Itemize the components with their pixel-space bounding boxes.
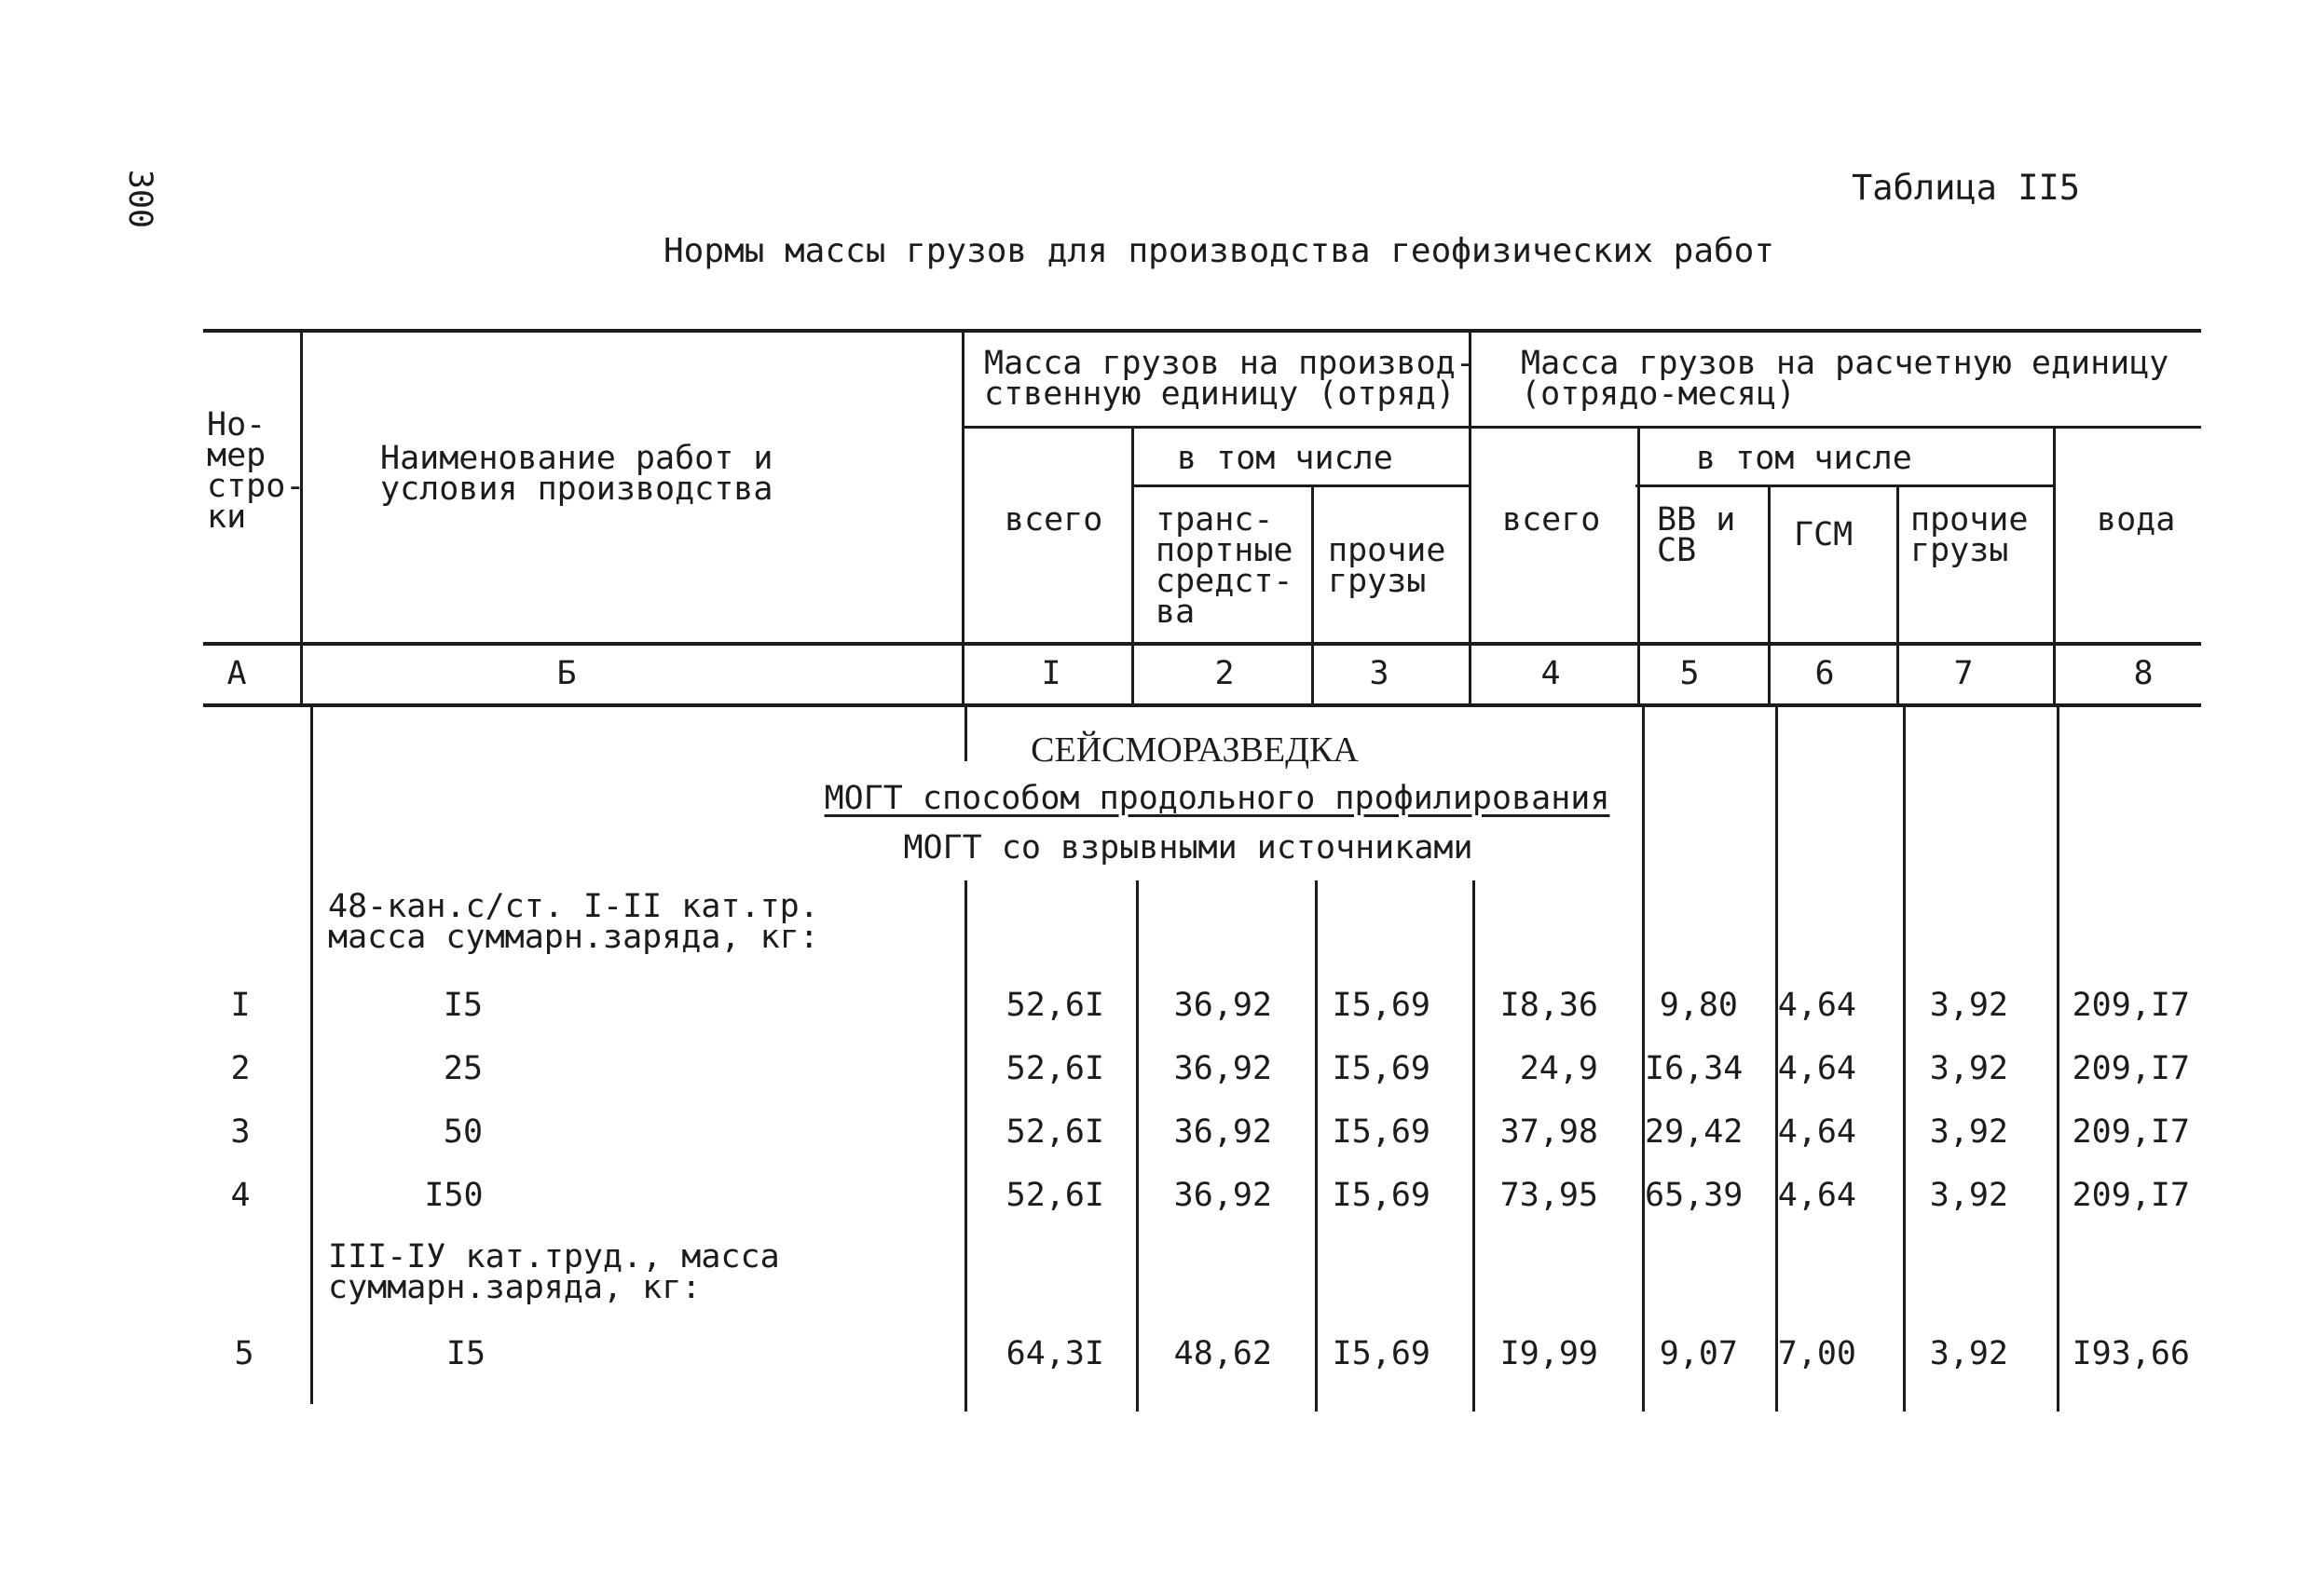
- row-charge-mass: I5: [443, 987, 484, 1024]
- col-index-a: А: [226, 655, 247, 692]
- row-charge-mass: 25: [443, 1050, 484, 1087]
- header-other-1: прочие грузы: [1328, 532, 1446, 600]
- cell-water: I93,66: [2072, 1335, 2190, 1372]
- cell-other-2: 3,92: [1929, 1050, 2008, 1087]
- cell-total-1: 52,6I: [1006, 1113, 1104, 1151]
- row-charge-mass: 50: [443, 1113, 484, 1151]
- header-group-rule: [964, 426, 2201, 429]
- row-number: 4: [230, 1177, 251, 1214]
- table-label: Таблица II5: [1852, 168, 2081, 208]
- header-transport: транс- портные средст- ва: [1156, 501, 1293, 631]
- col-divider-6: [1896, 486, 1899, 703]
- cell-other-2: 3,92: [1929, 987, 2008, 1024]
- header-incl-1: в том числе: [1177, 440, 1393, 477]
- cell-explosives: 9,80: [1659, 987, 1738, 1024]
- col-index-4: 4: [1540, 655, 1561, 692]
- col-index-8: 8: [2133, 655, 2154, 692]
- cell-total-1: 64,3I: [1006, 1335, 1104, 1372]
- header-other-2: прочие грузы: [1910, 501, 2029, 569]
- col-divider-5: [1768, 486, 1771, 703]
- header-row-number: Но- мер стро- ки: [207, 406, 306, 536]
- body-divider-1: [1136, 880, 1139, 1412]
- cell-other-1: I5,69: [1332, 987, 1430, 1024]
- cell-other-1: I5,69: [1332, 1050, 1430, 1087]
- cell-fuel: 4,64: [1777, 1050, 1856, 1087]
- cell-transport: 36,92: [1173, 1177, 1272, 1214]
- cell-total-2: 73,95: [1499, 1177, 1598, 1214]
- row-charge-mass: I5: [445, 1335, 486, 1372]
- cell-total-2: 37,98: [1499, 1113, 1598, 1151]
- cell-explosives: 9,07: [1659, 1335, 1738, 1372]
- cell-water: 209,I7: [2072, 987, 2190, 1024]
- cell-explosives: 29,42: [1645, 1113, 1744, 1151]
- body-divider-a: [310, 705, 313, 1404]
- cell-total-2: 24,9: [1519, 1050, 1598, 1087]
- cell-fuel: 4,64: [1777, 1177, 1856, 1214]
- cell-other-2: 3,92: [1929, 1113, 2008, 1151]
- subheader-rule-2: [1635, 484, 2056, 487]
- header-total-2: всего: [1502, 501, 1601, 539]
- section-subtitle: МОГТ способом продольного профилирования: [824, 780, 1610, 817]
- cell-water: 209,I7: [2072, 1113, 2190, 1151]
- cell-total-1: 52,6I: [1006, 987, 1104, 1024]
- cell-total-1: 52,6I: [1006, 1177, 1104, 1214]
- section-subsubtitle: МОГТ со взрывными источниками: [903, 829, 1473, 866]
- cell-explosives: I6,34: [1645, 1050, 1744, 1087]
- index-row-rule: [203, 703, 2201, 707]
- row-charge-mass: I50: [424, 1177, 484, 1214]
- cell-water: 209,I7: [2072, 1050, 2190, 1087]
- cell-transport: 36,92: [1173, 1113, 1272, 1151]
- cell-total-1: 52,6I: [1006, 1050, 1104, 1087]
- col-divider-4: [1637, 428, 1640, 703]
- cell-water: 209,I7: [2072, 1177, 2190, 1214]
- row-number: 5: [234, 1335, 254, 1372]
- cell-total-2: I9,99: [1499, 1335, 1598, 1372]
- cell-transport: 36,92: [1173, 987, 1272, 1024]
- cell-other-1: I5,69: [1332, 1335, 1430, 1372]
- group-label-cat-3-4: III-IУ кат.труд., масса суммарн.заряда, кг:: [328, 1238, 780, 1306]
- col-index-b: Б: [556, 655, 577, 692]
- cell-fuel: 7,00: [1777, 1335, 1856, 1372]
- col-index-1: I: [1041, 655, 1061, 692]
- table-top-rule: [203, 329, 2201, 333]
- header-fuel: ГСМ: [1794, 516, 1854, 553]
- cell-fuel: 4,64: [1777, 987, 1856, 1024]
- header-work-name: Наименование работ и условия производства: [380, 440, 773, 508]
- col-divider-1: [1131, 428, 1134, 703]
- body-divider-b: [964, 880, 967, 1412]
- col-index-5: 5: [1679, 655, 1700, 692]
- col-index-7: 7: [1953, 655, 1974, 692]
- header-water: вода: [2097, 501, 2176, 539]
- table-title: Нормы массы грузов для производства геофизических работ: [663, 232, 1775, 270]
- header-group-production-unit: Масса грузов на производ- ственную единицу (отряд): [984, 345, 1475, 413]
- cell-other-2: 3,92: [1929, 1335, 2008, 1372]
- cell-transport: 48,62: [1173, 1335, 1272, 1372]
- body-divider-b-top: [964, 705, 967, 761]
- row-number: 3: [230, 1113, 251, 1151]
- header-bottom-rule: [203, 642, 2201, 646]
- section-title: СЕЙСМОРАЗВЕДКА: [1031, 730, 1359, 770]
- col-divider-2: [1311, 486, 1314, 703]
- body-divider-3: [1472, 880, 1475, 1412]
- cell-transport: 36,92: [1173, 1050, 1272, 1087]
- col-divider-b: [962, 331, 964, 703]
- cell-other-2: 3,92: [1929, 1177, 2008, 1214]
- row-number: 2: [230, 1050, 251, 1087]
- header-explosives: ВВ и СВ: [1657, 501, 1736, 569]
- header-total-1: всего: [1005, 501, 1103, 539]
- header-group-calc-unit: Масса грузов на расчетную единицу (отрядо-месяц): [1521, 345, 2169, 413]
- col-index-2: 2: [1214, 655, 1235, 692]
- subheader-rule-1: [1131, 484, 1471, 487]
- col-index-6: 6: [1814, 655, 1835, 692]
- col-index-3: 3: [1369, 655, 1389, 692]
- page-number: 300: [121, 169, 159, 229]
- cell-fuel: 4,64: [1777, 1113, 1856, 1151]
- cell-total-2: I8,36: [1499, 987, 1598, 1024]
- header-incl-2: в том числе: [1696, 440, 1912, 477]
- cell-other-1: I5,69: [1332, 1113, 1430, 1151]
- cell-other-1: I5,69: [1332, 1177, 1430, 1214]
- group-label-cat-1-2: 48-кан.с/ст. I-II кат.тр. масса суммарн.заряда, кг:: [328, 888, 819, 956]
- row-number: I: [230, 987, 251, 1024]
- col-divider-7: [2053, 428, 2056, 703]
- cell-explosives: 65,39: [1645, 1177, 1744, 1214]
